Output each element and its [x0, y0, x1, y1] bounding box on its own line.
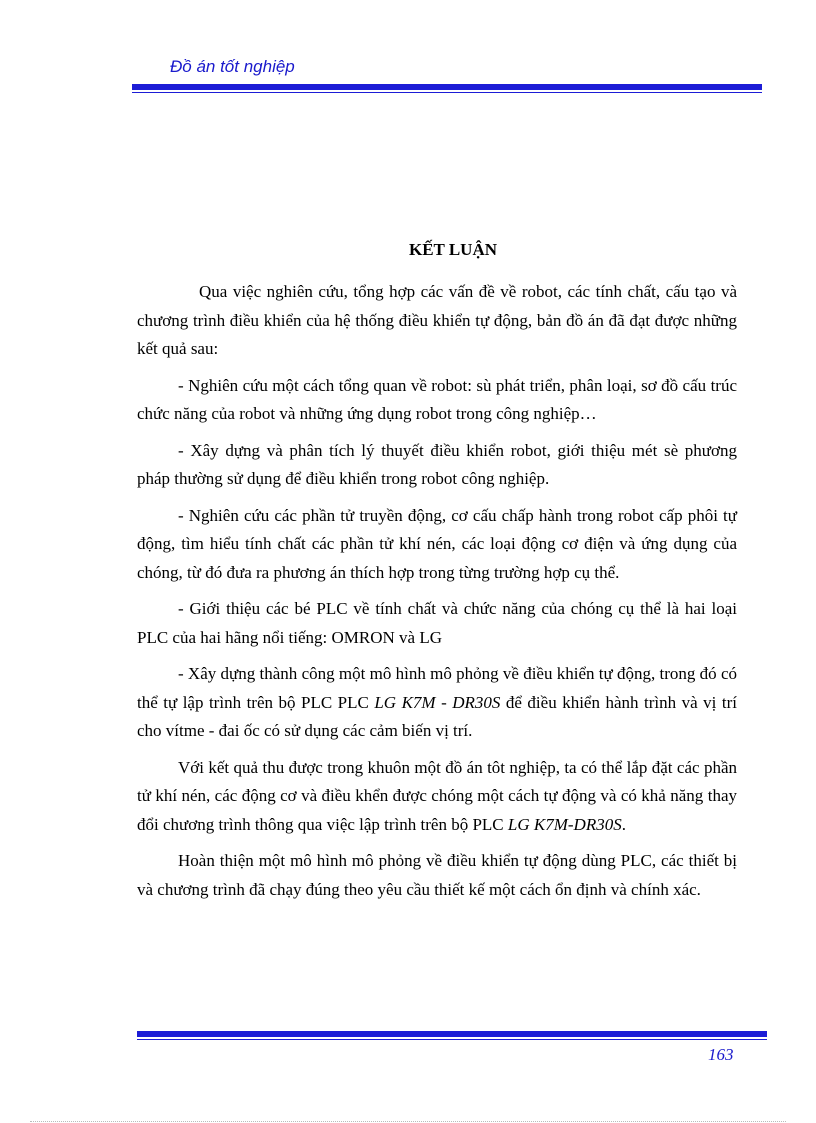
page-number: 163	[708, 1045, 734, 1064]
document-body	[137, 278, 737, 912]
paragraph-summary	[137, 754, 737, 840]
paragraph-item	[137, 660, 737, 746]
paragraph-item: - Nghiên cứu một cách tổng quan về robot: sù phát triển, phân loại, sơ đồ cấu trúc chức năng của robot và những ứng dụng robot trong công nghiệp…	[137, 375, 737, 423]
header-rule-thin	[132, 92, 762, 93]
plc-model: LG K7M - DR30S	[374, 692, 501, 712]
paragraph-summary: Hoàn thiện một mô hình mô phỏng về điều khiển tự động dùng PLC, các thiết bị và chương trình đã chạy đúng theo yêu cầu thiết kế một cách ổn định và chính xác.	[137, 851, 737, 899]
plc-model: LG K7M-DR30S	[507, 814, 622, 834]
paragraph-item: - Xây dựng và phân tích lý thuyết điều khiển robot, giới thiệu mét sè phương pháp thường sử dụng để điều khiển trong robot công nghiệp.	[137, 440, 737, 488]
footer-rule-thin	[137, 1039, 767, 1040]
text-segment: - Xây dựng thành công một mô hình mô phỏng về điều khiển tự động, trong đó có thể tự lập trình trên bộ PLC PLC	[137, 664, 737, 712]
footer-rule	[137, 1031, 767, 1037]
paragraph-item: - Nghiên cứu các phần tử truyền động, cơ cấu chấp hành trong robot cấp phôi tự động, tìm hiểu tính chất các phần tử khí nén, các loại động cơ điện và ứng dụng của chóng, từ đó đưa ra phương án thích hợp trong từng trường hợp cụ thể.	[137, 505, 737, 582]
header-rule	[132, 84, 762, 90]
text-segment: Với kết quả thu được trong khuôn một đồ án tôt nghiệp, ta có thể lắp đặt các phần tử khí nén, các động cơ và điều khển được chóng một cách tự động và có khả năng thay đổi chương trình thông qua việc lập trình trên bộ PLC	[137, 757, 737, 834]
page-title: KẾT LUẬN	[408, 240, 497, 259]
page-edge-divider	[30, 1121, 786, 1122]
paragraph-item: - Giới thiệu các bé PLC về tính chất và chức năng của chóng cụ thể là hai loại PLC của hai hãng nổi tiếng: OMRON và LG	[137, 599, 737, 647]
header-title: Đồ án tốt nghiệp	[170, 57, 295, 76]
paragraph-intro: Qua việc nghiên cứu, tổng hợp các vấn đề về robot, các tính chất, cấu tạo và chương trình điều khiển của hệ thống điều khiển tự động, bản đồ án đã đạt được những kết quả sau:	[137, 282, 737, 358]
text-segment: .	[621, 814, 626, 834]
text-segment: để điều khiển hành trình và vị trí cho vítme - đai ốc có sử dụng các cảm biến vị trí.	[137, 692, 737, 740]
